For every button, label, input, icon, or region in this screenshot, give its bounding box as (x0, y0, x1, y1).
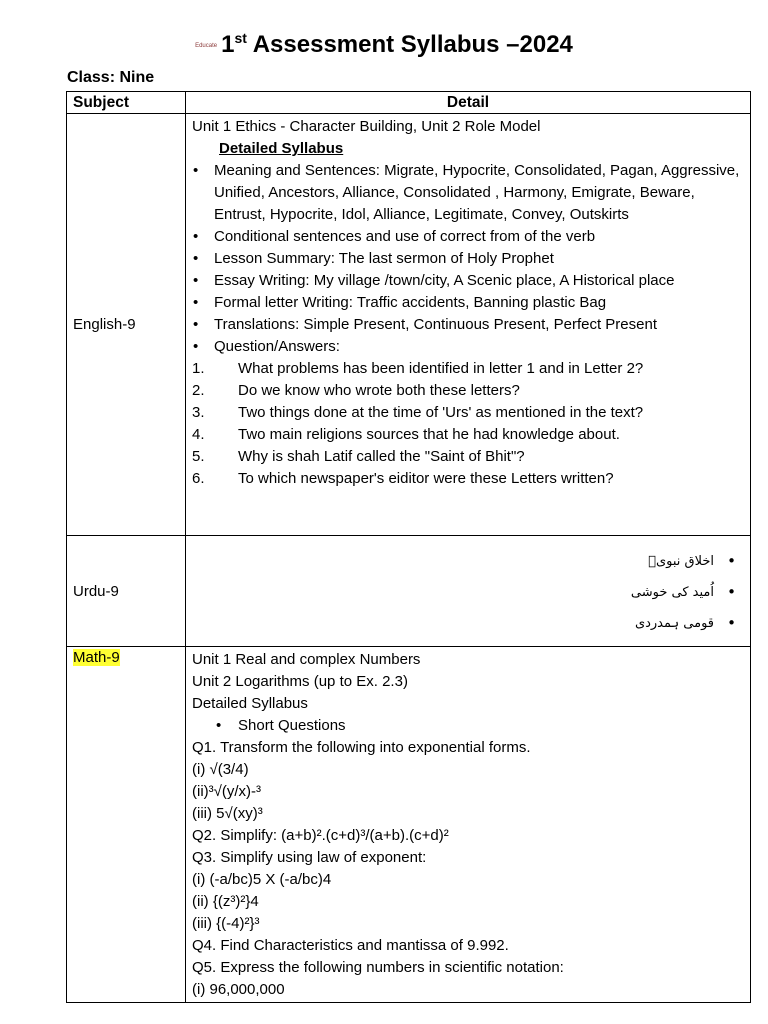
list-item: • Conditional sentences and use of correct from of the verb (192, 226, 744, 248)
list-item: • Lesson Summary: The last sermon of Holy Prophet (192, 248, 744, 270)
question-item: 4. Two main religions sources that he had knowledge about. (192, 426, 620, 443)
page-title (0, 30, 768, 59)
math-line: Q4. Find Characteristics and mantissa of 9.992. (192, 937, 509, 954)
question-item: 6. To which newspaper's eiditor were these Letters written? (192, 470, 614, 487)
math-line: (iii) {(-4)²}³ (192, 915, 260, 932)
math-line: Q1. Transform the following into exponential forms. (192, 739, 531, 756)
list-item: • Translations: Simple Present, Continuous Present, Perfect Present (192, 314, 744, 336)
math-subject-cell (67, 647, 186, 1003)
list-item: • اخلاق نبویؐ (186, 546, 744, 577)
math-line: (ii) {(z³)²}4 (192, 893, 259, 910)
math-sub-bullet: • Short Questions (192, 715, 744, 737)
table-header-row (67, 92, 751, 114)
list-item: • Meaning and Sentences: Migrate, Hypocrite, Consolidated, Pagan, Aggressive, Unified, Ancestors, Alliance, Consolidated , Harmony, Emigrate, Beware, Entrust, Hypocrite, Idol, Alliance, Legitimate, Convey, Outskirts (192, 160, 744, 226)
title-text: Assessment Syllabus –2024 (246, 31, 573, 58)
class-label: Class: Nine (67, 69, 155, 86)
math-detail (186, 647, 751, 1003)
urdu-subject: Urdu-9 (67, 536, 186, 647)
math-line: Q3. Simplify using law of exponent: (192, 849, 427, 866)
title-ordinal: st (234, 30, 247, 46)
list-item: • Question/Answers: (192, 336, 744, 358)
urdu-detail (186, 536, 751, 647)
math-line: Detailed Syllabus (192, 695, 308, 712)
math-line: (i) √(3/4) (192, 761, 249, 778)
subject-header: Subject (67, 92, 186, 114)
list-item: • قومی ہمدردی (186, 608, 744, 639)
educate-logo: Educate (195, 42, 218, 49)
title-number: 1 (221, 31, 235, 58)
question-item: 5. Why is shah Latif called the "Saint of Bhit"? (192, 448, 525, 465)
math-line: Q2. Simplify: (a+b)².(c+d)³/(a+b).(c+d)² (192, 827, 449, 844)
list-item: • Essay Writing: My village /town/city, A Scenic place, A Historical place (192, 270, 744, 292)
math-line: (i) 96,000,000 (192, 981, 285, 998)
question-item: 1. What problems has been identified in letter 1 and in Letter 2? (192, 360, 644, 377)
english-units: Unit 1 Ethics - Character Building, Unit 2 Role Model (192, 118, 541, 135)
list-item: • اُمید کی خوشی (186, 577, 744, 608)
english-row (67, 114, 751, 536)
math-line: Unit 2 Logarithms (up to Ex. 2.3) (192, 673, 408, 690)
math-row (67, 647, 751, 1003)
math-line: (iii) 5√(xy)³ (192, 805, 263, 822)
math-line: (ii)³√(y/x)-³ (192, 783, 262, 800)
english-detailed-heading: Detailed Syllabus (219, 140, 344, 157)
math-line: Unit 1 Real and complex Numbers (192, 651, 421, 668)
math-line: (i) (-a/bc)5 X (-a/bc)4 (192, 871, 332, 888)
list-item: • Formal letter Writing: Traffic accidents, Banning plastic Bag (192, 292, 744, 314)
syllabus-table (66, 91, 751, 1003)
question-item: 3. Two things done at the time of 'Urs' as mentioned in the text? (192, 404, 644, 421)
math-subject: Math-9 (73, 649, 120, 666)
urdu-row (67, 536, 751, 647)
question-item: 2. Do we know who wrote both these letters? (192, 382, 520, 399)
math-line: Q5. Express the following numbers in scientific notation: (192, 959, 564, 976)
detail-header: Detail (186, 92, 751, 114)
english-detail (186, 114, 751, 536)
english-subject: English-9 (67, 114, 186, 536)
